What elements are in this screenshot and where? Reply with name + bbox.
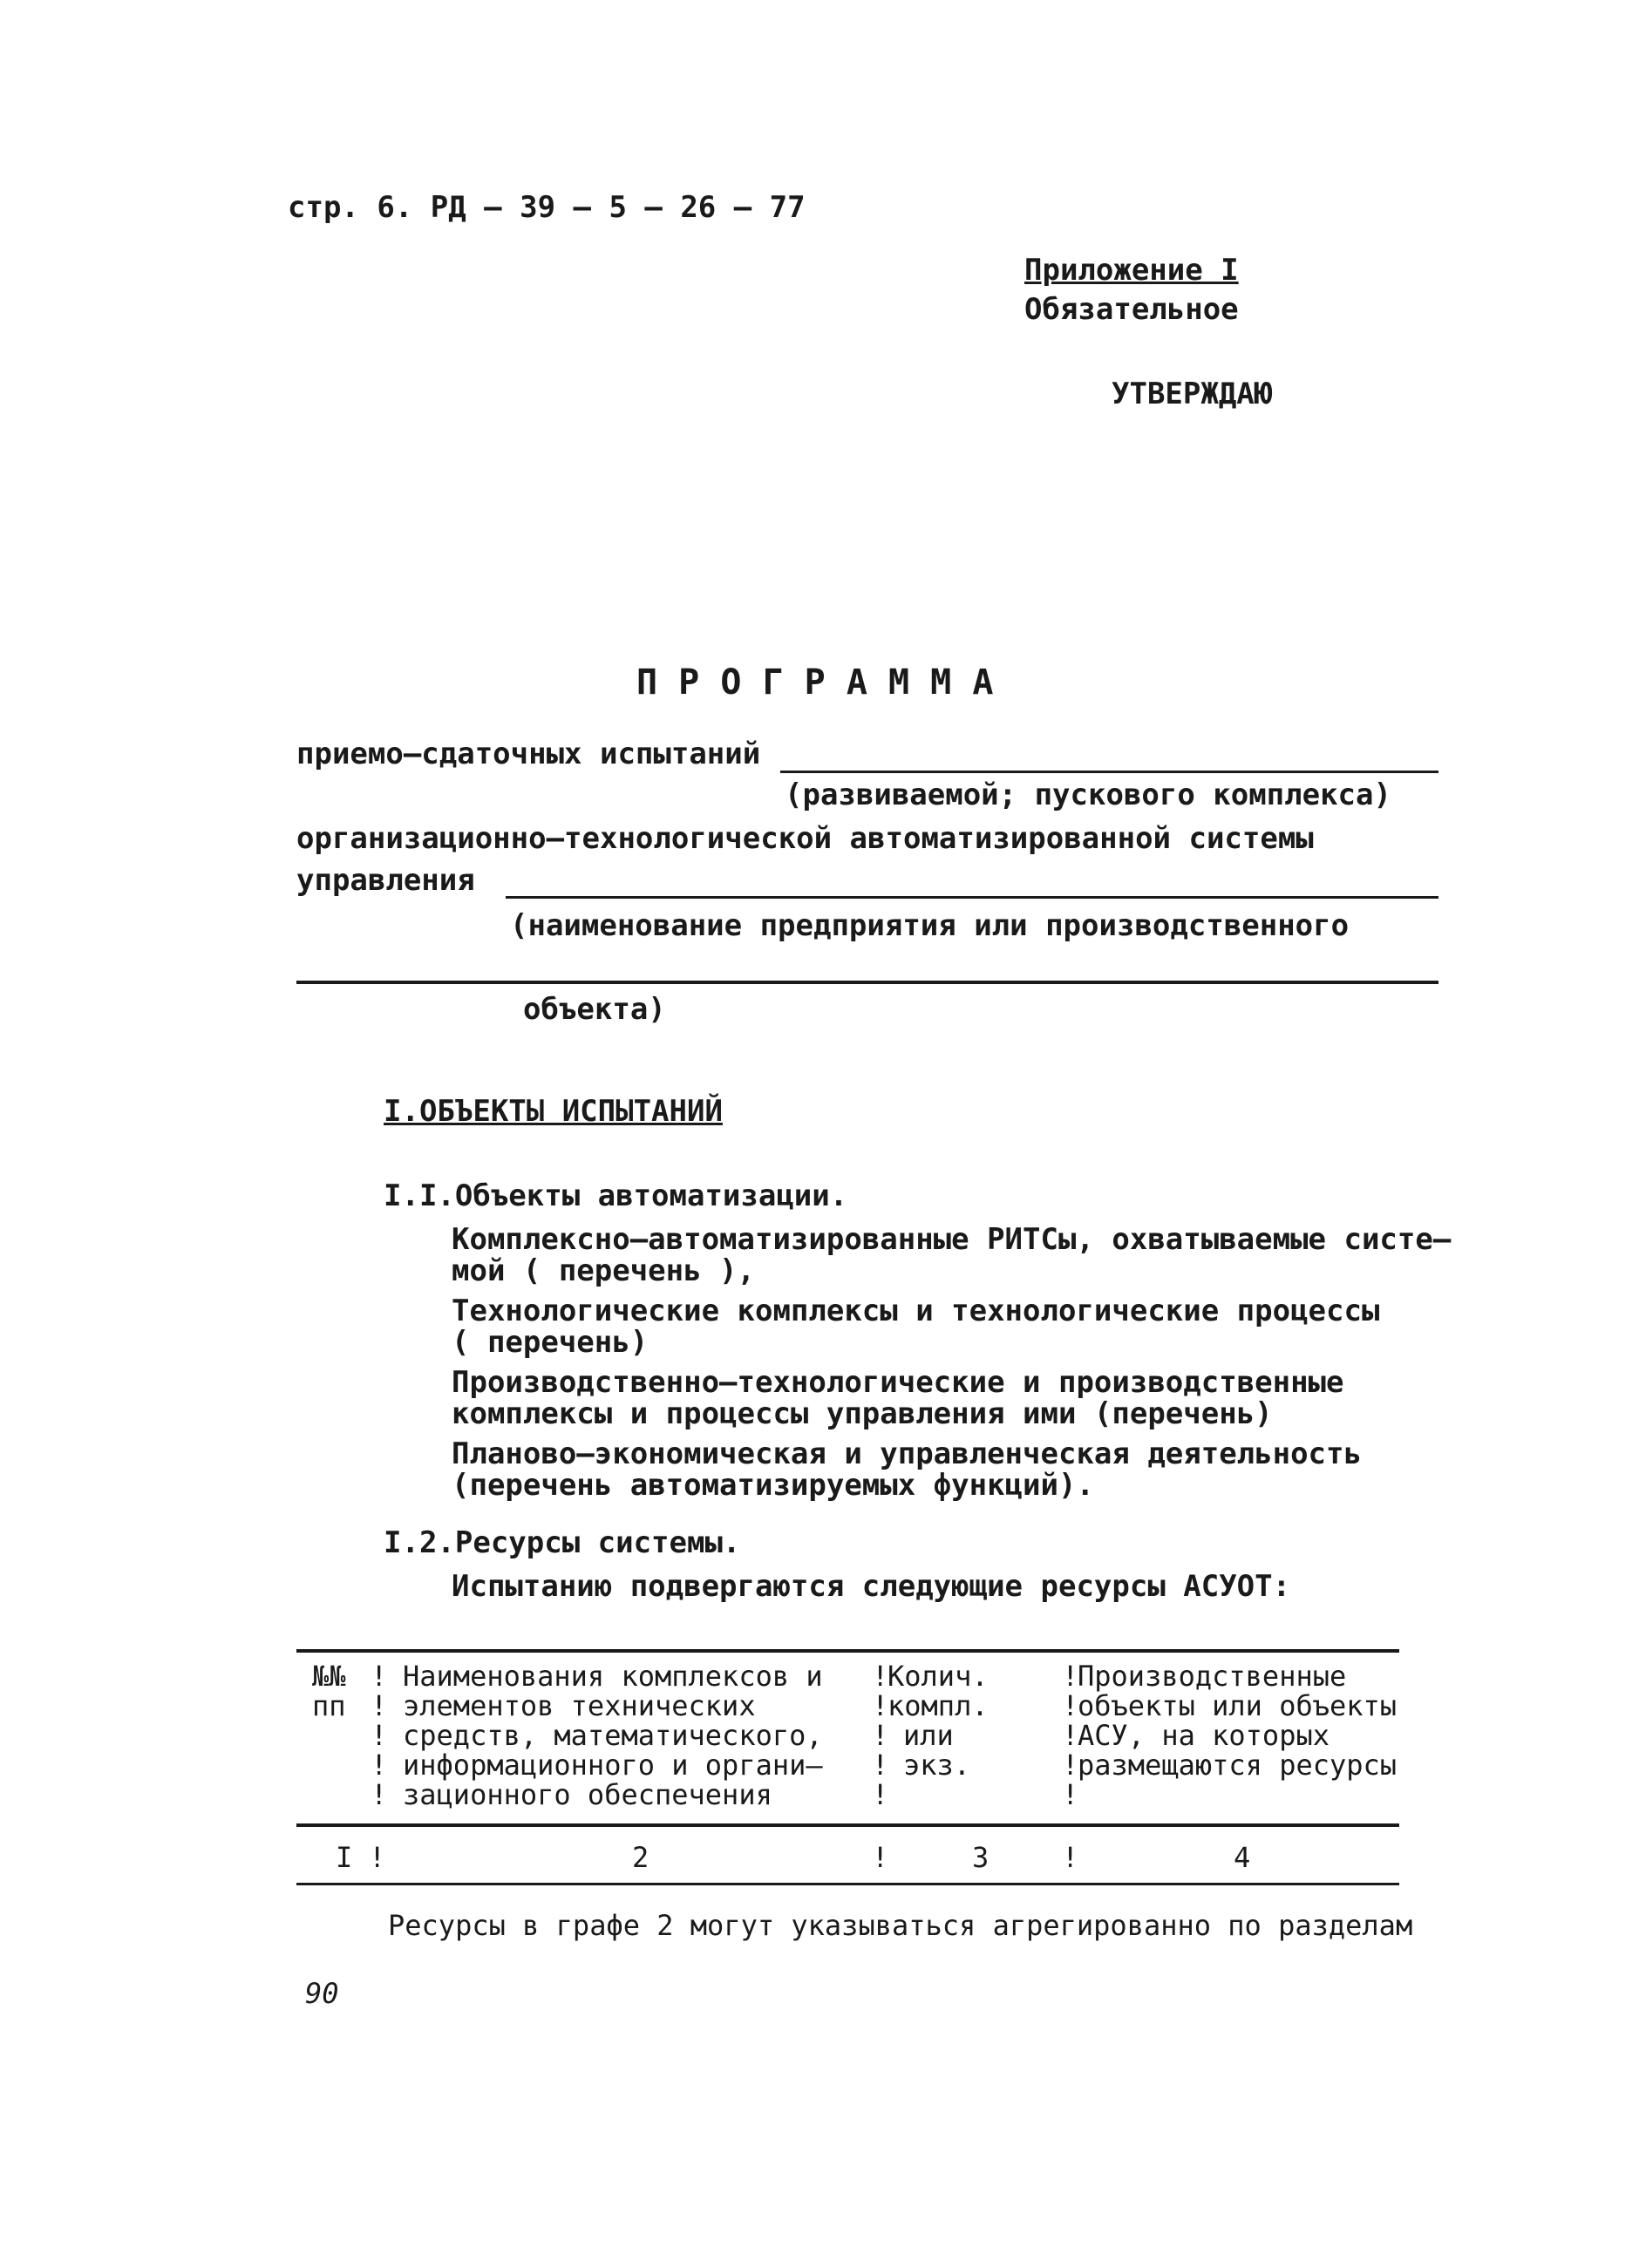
- table-col-qty: [888, 1661, 989, 1780]
- page-number: 90: [305, 1977, 339, 2010]
- table-cell: №№: [312, 1660, 346, 1693]
- list-item: Производственно–технологические и производственные: [452, 1365, 1344, 1400]
- list-item: Комплексно–автоматизированные РИТСы, охватываемые систе–: [452, 1222, 1452, 1257]
- intro-line-3: управления: [296, 863, 475, 898]
- list-item: мой ( перечень ),: [452, 1253, 755, 1288]
- table-bottom-rule: [296, 1883, 1399, 1885]
- appendix-label: Приложение I: [1024, 253, 1239, 288]
- table-mid-rule: [296, 1823, 1399, 1827]
- list-item: Планово–экономическая и управленческая деятельность: [452, 1436, 1362, 1471]
- approval-stamp: УТВЕРЖДАЮ: [1112, 377, 1273, 411]
- hint-1: (развиваемой; пускового комплекса): [785, 778, 1391, 812]
- intro-line-1: приемо–сдаточных испытаний: [296, 737, 761, 771]
- table-cell: пп: [312, 1689, 346, 1722]
- table-cell: компл.: [888, 1689, 989, 1722]
- table-col-objects: [1078, 1661, 1397, 1780]
- section-heading: I.ОБЪЕКТЫ ИСПЫТАНИЙ: [384, 1094, 723, 1129]
- table-cell: элементов технических: [403, 1689, 756, 1722]
- mandatory-label: Обязательное: [1024, 292, 1239, 327]
- table-cell: АСУ, на которых: [1078, 1719, 1330, 1752]
- hint-3: объекта): [523, 992, 666, 1027]
- table-separator: ! ! ! ! !: [371, 1660, 388, 1811]
- footer-note: Ресурсы в графе 2 могут указываться агрегированно по разделам: [388, 1909, 1413, 1942]
- subsection-1-1: I.I.Объекты автоматизации.: [384, 1178, 848, 1213]
- table-cell: или: [903, 1719, 954, 1752]
- list-item: ( перечень): [452, 1325, 649, 1360]
- subsection-1-2: I.2.Ресурсы системы.: [384, 1525, 741, 1560]
- table-cell: I: [336, 1841, 353, 1874]
- list-item: Технологические комплексы и технологические процессы: [452, 1294, 1380, 1328]
- document-title: П Р О Г Р А М М А: [636, 662, 994, 703]
- blank-line-3: [296, 981, 1438, 984]
- table-cell: 4: [1234, 1841, 1251, 1874]
- table-cell: Наименования комплексов и: [403, 1660, 823, 1693]
- blank-line-1: [780, 771, 1438, 773]
- list-item: (перечень автоматизируемых функций).: [452, 1468, 1094, 1503]
- table-cell: экз.: [903, 1749, 971, 1782]
- table-cell: объекты или объекты: [1078, 1689, 1398, 1722]
- table-cell: 3: [972, 1841, 990, 1874]
- table-cell: информационного и органи–: [403, 1749, 823, 1782]
- hint-2: (наименование предприятия или производственного: [510, 908, 1350, 943]
- table-separator: ! ! ! ! !: [872, 1660, 889, 1811]
- table-cell: 2: [632, 1841, 649, 1874]
- blank-line-2: [506, 896, 1438, 899]
- table-cell: Колич.: [888, 1660, 989, 1693]
- page-reference: стр. 6. РД – 39 – 5 – 26 – 77: [288, 190, 806, 225]
- table-cell: средств, математического,: [403, 1719, 823, 1752]
- table-cell: Производственные: [1078, 1660, 1347, 1693]
- table-col-names: [403, 1661, 823, 1810]
- table-col-number: [312, 1661, 346, 1721]
- list-item: комплексы и процессы управления ими (перечень): [452, 1396, 1273, 1431]
- table-separator: ! ! ! ! !: [1062, 1660, 1079, 1811]
- intro-line-2: организационно–технологической автоматизированной системы: [296, 821, 1314, 856]
- table-top-rule: [296, 1649, 1399, 1653]
- table-cell: зационного обеспечения: [403, 1778, 772, 1811]
- table-cell: размещаются ресурсы: [1078, 1749, 1398, 1782]
- subsection-1-2-text: Испытанию подвергаются следующие ресурсы АСУОТ:: [452, 1569, 1291, 1604]
